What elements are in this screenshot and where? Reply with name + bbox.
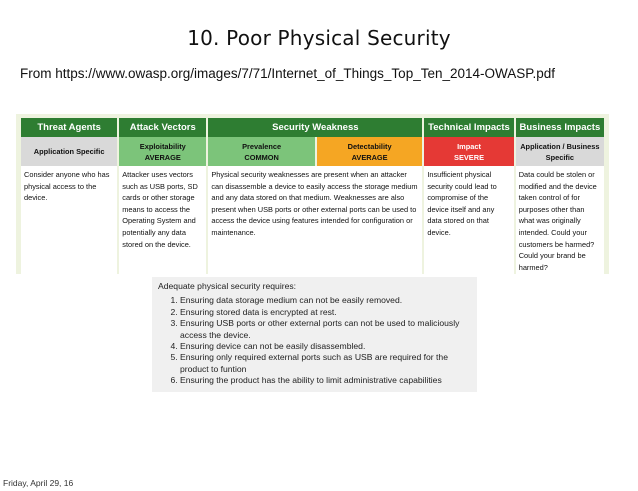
requirement-item: 1. Ensuring data storage medium can not be easily removed.: [180, 295, 471, 306]
sub-detectability: [317, 137, 422, 166]
footer-date: Friday, April 29, 16: [3, 478, 74, 488]
requirement-item: 5. Ensuring only required external ports such as USB are required for the product to funtion: [180, 352, 471, 375]
sub-business-specific: [516, 137, 604, 166]
prevalence-label: Prevalence: [242, 141, 282, 151]
header-threat-agents: Threat Agents: [21, 118, 117, 137]
slide-title: 10. Poor Physical Security: [187, 26, 451, 50]
business-specific-label: Application / Business Specific: [520, 141, 600, 162]
owasp-risk-table: [16, 114, 609, 274]
sub-application-specific: [21, 137, 117, 166]
requirements-box: [152, 277, 477, 392]
sub-impact: [424, 137, 513, 166]
impact-value: SEVERE: [454, 152, 485, 162]
requirement-item: 2. Ensuring stored data is encrypted at rest.: [180, 307, 471, 318]
body-technical-impacts: Insufficient physical security could lead to compromise of the device itself and any data stored on that device.: [424, 166, 513, 275]
header-technical-impacts: Technical Impacts: [424, 118, 513, 137]
risk-table: [19, 118, 606, 275]
requirements-list: [158, 295, 471, 386]
application-specific-label: Application Specific: [33, 147, 105, 156]
header-security-weakness: Security Weakness: [208, 118, 422, 137]
sub-prevalence: [208, 137, 315, 166]
requirement-item: 4. Ensuring device can not be easily disassembled.: [180, 341, 471, 352]
exploitability-label: Exploitability: [139, 141, 186, 151]
header-business-impacts: Business Impacts: [516, 118, 604, 137]
prevalence-value: COMMON: [244, 152, 279, 162]
body-business-impacts: Data could be stolen or modified and the device taken control of for purposes other than what was originally intended. Could your customers be harmed? Could your brand be harmed?: [516, 166, 604, 275]
source-link[interactable]: From https://www.owasp.org/images/7/71/Internet_of_Things_Top_Ten_2014-OWASP.pdf: [20, 66, 556, 81]
detectability-label: Detectability: [347, 141, 392, 151]
detectability-value: AVERAGE: [351, 152, 388, 162]
body-threat-agents: Consider anyone who has physical access to the device.: [21, 166, 117, 275]
requirement-item: 3. Ensuring USB ports or other external ports can not be used to maliciously access the device.: [180, 318, 471, 341]
body-attack-vectors: Attacker uses vectors such as USB ports, SD cards or other storage means to access the Operating System and potentially any data stored on the device.: [119, 166, 206, 275]
header-attack-vectors: Attack Vectors: [119, 118, 206, 137]
exploitability-value: AVERAGE: [144, 152, 181, 162]
requirements-title: Adequate physical security requires:: [158, 281, 297, 291]
requirement-item: 6. Ensuring the product has the ability to limit administrative capabilities: [180, 375, 471, 386]
sub-exploitability: [119, 137, 206, 166]
body-security-weakness: Physical security weaknesses are present when an attacker can disassemble a device to easily access the storage medium and any data stored on that medium. Weaknesses are also present when USB ports or other external ports can be used to access the device using features intended for configuration or maintenance.: [208, 166, 422, 275]
impact-label: Impact: [457, 141, 481, 151]
